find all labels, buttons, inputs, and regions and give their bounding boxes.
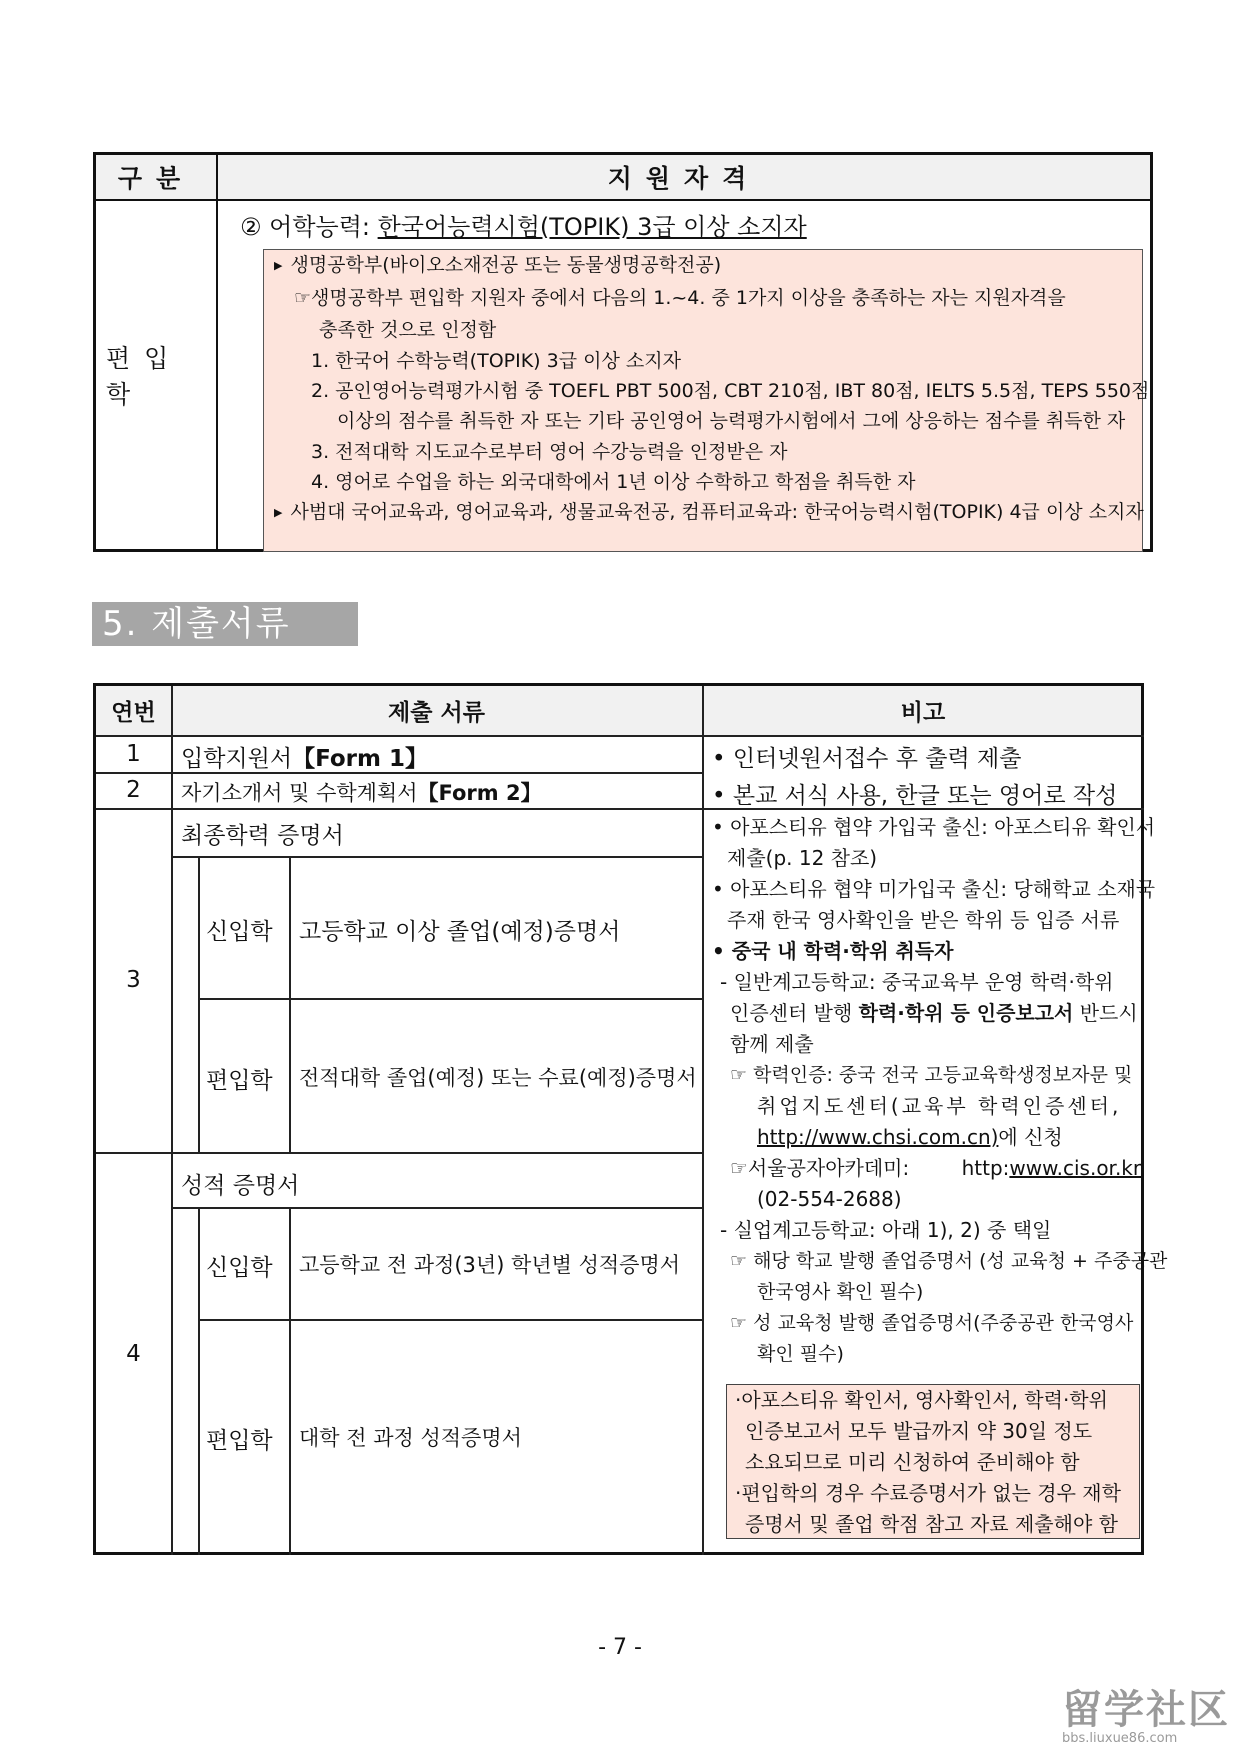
- box-line: 이상의 점수를 취득한 자 또는 기타 공인영어 능력평가시험에서 그에 상응하는 점수를 취득한 자: [337, 410, 1126, 432]
- header-number: 연번: [111, 700, 156, 726]
- note-line: [730, 1153, 1141, 1184]
- note-text: http:: [961, 1156, 1010, 1180]
- note-line: • 중국 내 학력·학위 취득자: [712, 939, 954, 963]
- box-line: 4. 영어로 수업을 하는 외국대학에서 1년 이상 수학하고 학점을 취득한 자: [311, 471, 916, 493]
- grid-line: [96, 1152, 702, 1154]
- box-line: [274, 249, 721, 282]
- grid-line: [289, 856, 291, 1152]
- sub-document: 고등학교 이상 졸업(예정)증명서: [299, 919, 621, 945]
- note-line: • 아포스티유 협약 미가입국 출신: 당해학교 소재국: [712, 877, 1156, 901]
- header-documents: 제출 서류: [388, 700, 485, 726]
- note-line: 함께 제출: [730, 1032, 814, 1056]
- note-line: 주재 한국 영사확인을 받은 학위 등 입증 서류: [727, 908, 1120, 932]
- grid-line: [198, 1207, 200, 1555]
- note-line: [730, 998, 1138, 1029]
- watermark-url: bbs.liuxue86.com: [1062, 1731, 1178, 1746]
- qualification-cell: [218, 201, 1150, 549]
- triangle-bullet-icon: ▶: [274, 259, 283, 272]
- eligibility-table: [93, 152, 1153, 552]
- page-number: - 7 -: [598, 1635, 642, 1660]
- note-box-line: ·편입학의 경우 수료증명서가 없는 경우 재학: [735, 1481, 1121, 1505]
- grid-line: [289, 1207, 291, 1555]
- grid-line: [702, 686, 704, 1555]
- header-remarks: 비고: [900, 700, 946, 726]
- note-text: 에 신청: [998, 1125, 1063, 1149]
- header-qualification: 지원자격: [607, 164, 761, 193]
- note-line: [757, 1122, 1063, 1153]
- sub-document: 고등학교 전 과정(3년) 학년별 성적증명서: [299, 1253, 681, 1277]
- section-title: 5. 제출서류: [92, 602, 358, 646]
- eligibility-table-header: [96, 155, 1150, 201]
- biotech-requirement-box: [263, 249, 1150, 552]
- note-line: - 실업계고등학교: 아래 1), 2) 중 택일: [720, 1218, 1052, 1242]
- box-line: 1. 한국어 수학능력(TOPIK) 3급 이상 소지자: [311, 350, 681, 372]
- grid-line: [171, 856, 702, 858]
- sub-document: 대학 전 과정 성적증명서: [299, 1426, 522, 1450]
- note-box-line: 인증보고서 모두 발급까지 약 30일 정도: [745, 1419, 1093, 1443]
- note-text: 인증센터 발행: [730, 1001, 859, 1025]
- box-line-text: 사범대 국어교육과, 영어교육과, 생물교육전공, 컴퓨터교육과: 한국어능력시험(TOPIK) 4급 이상 소지자: [290, 501, 1144, 523]
- remark: • 인터넷원서접수 후 출력 제출: [712, 746, 1022, 772]
- language-requirement: [240, 207, 807, 242]
- cis-link[interactable]: www.cis.or.kr: [1009, 1156, 1142, 1180]
- document-name: 성적 증명서: [181, 1173, 300, 1199]
- document-name: 최종학력 증명서: [181, 823, 344, 849]
- row-number: 1: [126, 740, 141, 767]
- documents-table: [93, 683, 1168, 1555]
- sub-document: 전적대학 졸업(예정) 또는 수료(예정)증명서: [299, 1066, 697, 1090]
- box-line: 3. 전적대학 지도교수로부터 영어 수강능력을 인정받은 자: [311, 441, 788, 463]
- box-line: 2. 공인영어능력평가시험 중 TOEFL PBT 500점, CBT 210점, IBT 80점, IELTS 5.5점, TEPS 550점: [311, 380, 1150, 402]
- admission-type: 편입학: [206, 1428, 273, 1454]
- note-text-bold: 학력·학위 등 인증보고서: [858, 1001, 1074, 1025]
- remark: • 본교 서식 사용, 한글 또는 영어로 작성: [712, 783, 1118, 809]
- box-line: ☞생명공학부 편입학 지원자 중에서 다음의 1.~4. 중 1가지 이상을 충족하는 자는 지원자격을: [294, 287, 1066, 309]
- grid-line: [198, 998, 702, 1000]
- box-line-text: 생명공학부(바이오소재전공 또는 동물생명공학전공): [290, 254, 722, 276]
- grid-line: [171, 1207, 702, 1209]
- grid-line: [171, 686, 173, 1555]
- note-box-line: 증명서 및 졸업 학점 참고 자료 제출해야 함: [745, 1512, 1118, 1536]
- note-line: 확인 필수): [757, 1343, 844, 1365]
- processing-time-note-box: [726, 1384, 1140, 1539]
- note-line: ☞ 해당 학교 발행 졸업증명서 (성 교육청 + 주중공관: [730, 1250, 1168, 1272]
- doc-text: 입학지원서: [181, 746, 293, 772]
- doc-text: 자기소개서 및 수학계획서: [181, 781, 418, 805]
- header-category: 구분: [96, 155, 218, 199]
- note-line: ☞ 성 교육청 발행 졸업증명서(주중공관 한국영사: [730, 1312, 1134, 1334]
- note-line: 제출(p. 12 참조): [727, 846, 878, 870]
- admission-type: 신입학: [206, 919, 273, 945]
- watermark-logo: [1062, 1688, 1232, 1748]
- document-name: [181, 777, 542, 807]
- form-ref: 【Form 2】: [417, 781, 542, 805]
- note-line: ☞ 학력인증: 중국 전국 고등교육학생정보자문 및: [730, 1064, 1133, 1086]
- lang-prefix: ② 어학능력:: [240, 213, 378, 241]
- form-ref: 【Form 1】: [292, 746, 428, 772]
- document-name: [181, 740, 428, 773]
- grid-line: [198, 856, 200, 1152]
- lang-requirement-text: 한국어능력시험(TOPIK) 3급 이상 소지자: [377, 213, 807, 241]
- grid-line: [96, 735, 1144, 737]
- admission-type: 신입학: [206, 1255, 273, 1281]
- row-label-transfer: 편입학: [96, 201, 218, 549]
- admission-type: 편입학: [206, 1068, 273, 1094]
- row-number: 3: [126, 967, 141, 993]
- note-line: 한국영사 확인 필수): [757, 1281, 924, 1303]
- box-line: [274, 496, 1144, 529]
- note-line: • 아포스티유 협약 가입국 출신: 아포스티유 확인서: [712, 815, 1156, 839]
- note-text: 반드시: [1073, 1001, 1138, 1025]
- note-line: (02-554-2688): [757, 1187, 902, 1211]
- row-number: 4: [126, 1340, 141, 1367]
- triangle-bullet-icon: ▶: [274, 506, 283, 519]
- note-box-line: ·아포스티유 확인서, 영사확인서, 학력·학위: [735, 1388, 1108, 1412]
- chsi-link[interactable]: http://www.chsi.com.cn): [757, 1125, 999, 1149]
- box-line: 충족한 것으로 인정함: [319, 319, 497, 341]
- row-number: 2: [126, 777, 141, 803]
- note-text: ☞서울공자아카데미:: [730, 1156, 916, 1180]
- grid-line: [198, 1319, 702, 1321]
- note-box-line: 소요되므로 미리 신청하여 준비해야 함: [745, 1450, 1080, 1474]
- note-line: - 일반계고등학교: 중국교육부 운영 학력·학위: [720, 970, 1114, 994]
- note-line: 취업지도센터(교육부 학력인증센터,: [757, 1094, 1122, 1118]
- watermark-text: 留学社区: [1062, 1687, 1230, 1733]
